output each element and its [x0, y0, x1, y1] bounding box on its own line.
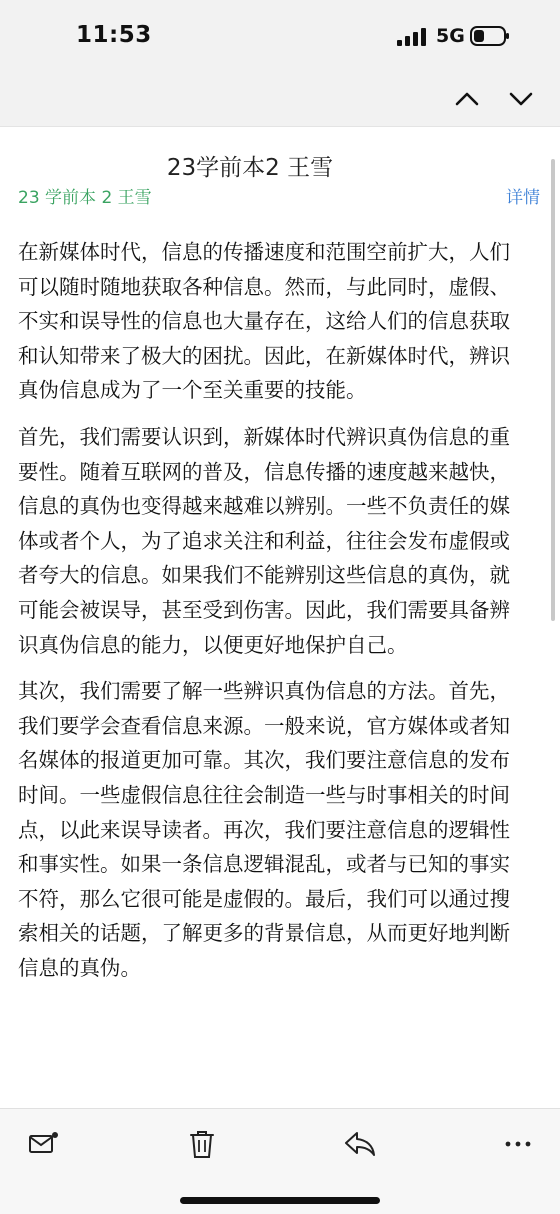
- status-bar: [0, 0, 560, 74]
- chevron-up-icon[interactable]: [450, 84, 484, 114]
- network-label: 5G: [436, 25, 465, 47]
- bottom-toolbar: [0, 1108, 560, 1214]
- chevron-down-icon[interactable]: [504, 84, 538, 114]
- body-paragraph: 在新媒体时代，信息的传播速度和范围空前扩大，人们可以随时随地获取各种信息。然而，与此同时，虚假、不实和误导性的信息也大量存在，这给人们的信息获取和认知带来了极大的困扰。因此，在新媒体时代，辨识真伪信息成为了一个至关重要的技能。: [18, 240, 510, 403]
- body-paragraph: 其次，我们需要了解一些辨识真伪信息的方法。首先，我们要学会查看信息来源。一般来说，官方媒体或者知名媒体的报道更加可靠。其次，我们要注意信息的发布时间。一些虚假信息往往会制造一些与时事相关的时间点，以此来误导读者。再次，我们要注意信息的逻辑性和事实性。如果一条信息逻辑混乱，或者与已知的事实不符，那么它很可能是虚假的。最后，我们可以通过搜索相关的话题，了解更多的背景信息，从而更好地判断信息的真伪。: [18, 679, 510, 980]
- battery-icon: [470, 26, 510, 46]
- body-paragraph: 首先，我们需要认识到，新媒体时代辨识真伪信息的重要性。随着互联网的普及，信息传播的速度越来越快，信息的真伪也变得越来越难以辨别。一些不负责任的媒体或者个人，为了追求关注和利益，往往会发布虚假或者夸大的信息。如果我们不能辨别这些信息的真伪，就可能会被误导，甚至受到伤害。因此，我们需要具备辨识真伪信息的能力，以便更好地保护自己。: [18, 424, 510, 657]
- mail-body: [18, 235, 528, 997]
- nav-bar: [0, 74, 560, 126]
- scrollbar[interactable]: [551, 159, 555, 621]
- more-icon[interactable]: [500, 1127, 536, 1161]
- home-indicator[interactable]: [180, 1197, 380, 1204]
- status-time: 11:53: [76, 22, 152, 48]
- reply-icon[interactable]: [342, 1127, 378, 1161]
- compose-icon[interactable]: [26, 1127, 62, 1161]
- signal-icon: [397, 28, 427, 46]
- mail-sender[interactable]: 23 学前本 2 王雪: [18, 188, 152, 208]
- mail-subject: 23学前本2 王雪: [166, 155, 334, 181]
- details-link[interactable]: 详情: [506, 188, 540, 208]
- mail-card[interactable]: [0, 126, 560, 1108]
- trash-icon[interactable]: [184, 1127, 220, 1161]
